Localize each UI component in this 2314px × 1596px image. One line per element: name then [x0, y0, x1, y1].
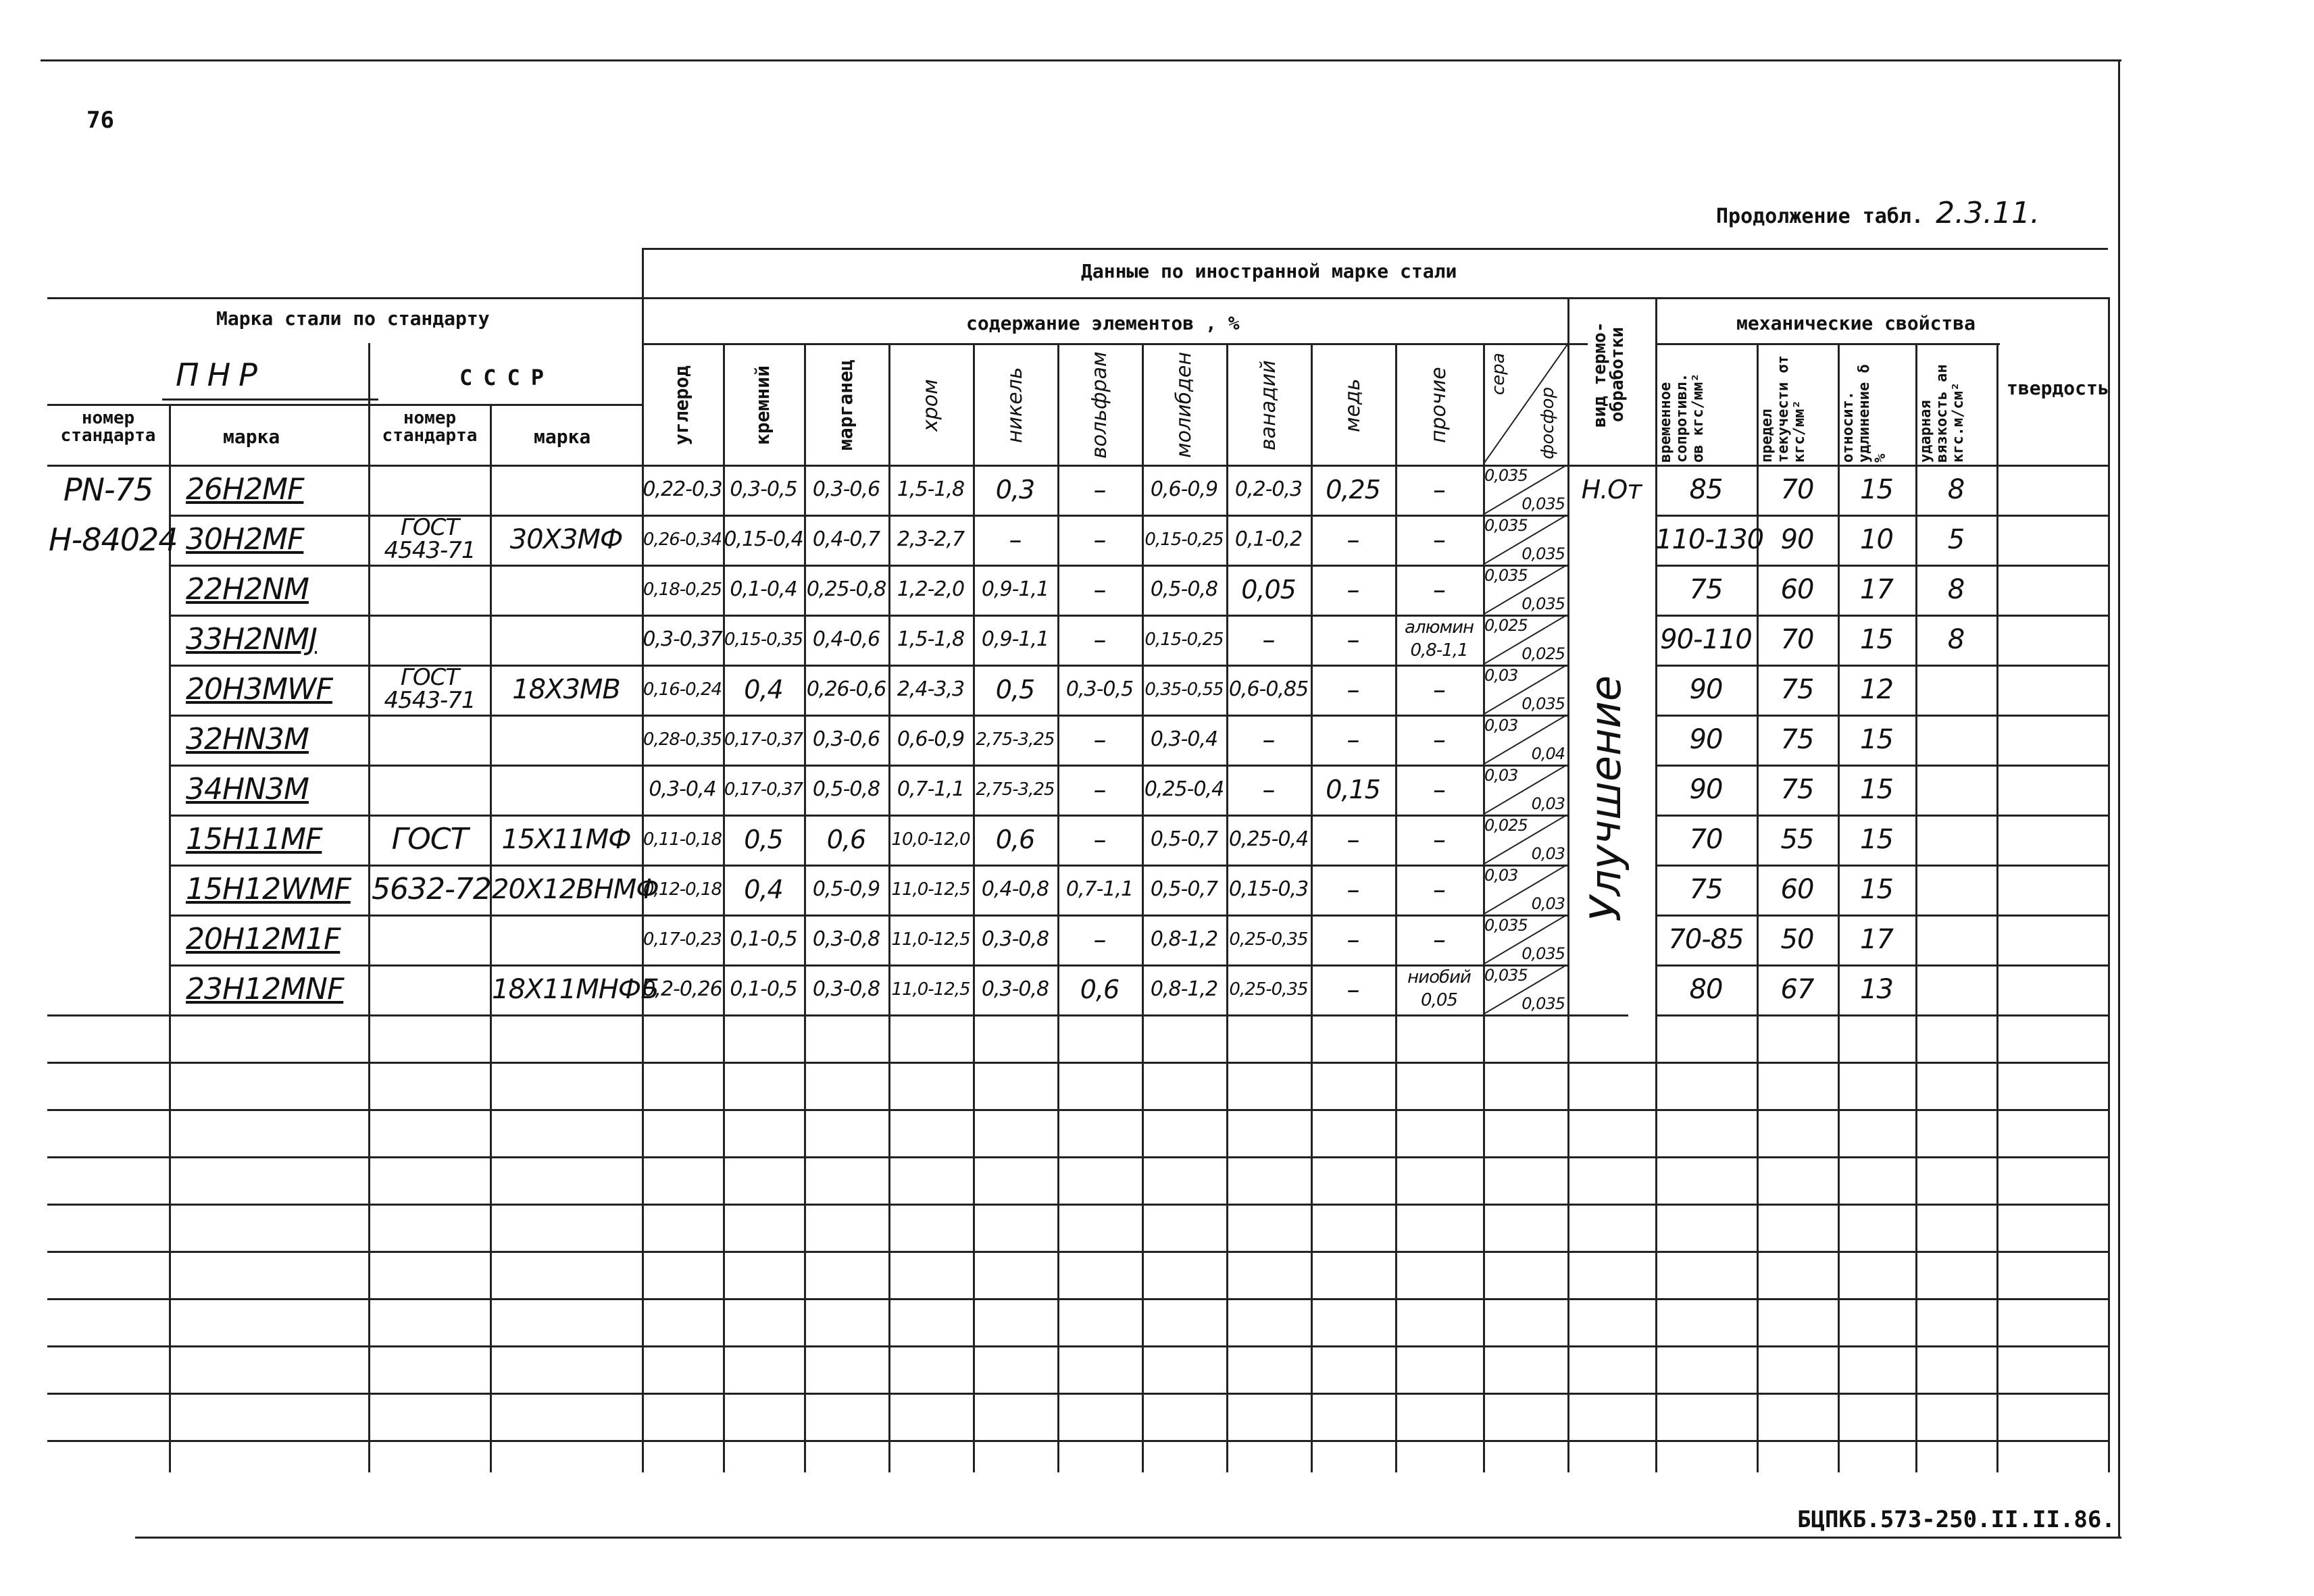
table-row [0, 665, 2314, 715]
phosphorus-value: 0,035 [1521, 944, 1565, 963]
element-c: 0,28-0,35 [643, 729, 722, 750]
grid-line [642, 248, 2108, 250]
element-ni: 0,3-0,8 [981, 927, 1049, 951]
cell-diagonal [1483, 665, 1567, 715]
pnr-steel-mark: 20H12M1F [186, 922, 341, 956]
element-header-7: ванадий [1256, 360, 1280, 451]
element-other: – [1433, 875, 1445, 904]
pnr-steel-mark: 22H2NM [186, 572, 309, 607]
ussr-standard-number-part: 4543-71 [384, 537, 476, 564]
sulfur-value: 0,035 [1484, 916, 1528, 935]
cell-diagonal [1483, 465, 1567, 515]
other-elements-part: 0,8-1,1 [1410, 640, 1468, 661]
elongation: 15 [1860, 474, 1893, 505]
element-si: 0,15-0,35 [724, 629, 803, 650]
element-cr: 0,7-1,1 [897, 777, 965, 801]
grid-line [47, 1109, 2108, 1111]
element-mo: 0,25-0,4 [1144, 777, 1224, 801]
grid-line [47, 1204, 2108, 1206]
table-row [0, 915, 2314, 964]
heat-treatment-value: Н.От [1581, 475, 1642, 505]
element-v: 0,15-0,3 [1228, 877, 1309, 901]
element-c: 0,22-0,3 [643, 478, 722, 501]
element-ni: 0,5 [995, 675, 1035, 704]
grid-line [1655, 1014, 2108, 1016]
page-number: 76 [86, 107, 114, 134]
continuation-label: Продолжение табл. [1716, 205, 1924, 228]
phosphorus-value: 0,035 [1521, 494, 1565, 513]
element-cu: – [1347, 925, 1359, 954]
element-header-8: медь [1340, 378, 1365, 432]
pnr-steel-mark: 15H12WMF [186, 872, 351, 906]
pnr-standard-number: H-84024 [49, 521, 178, 558]
element-v: 0,25-0,4 [1228, 827, 1309, 851]
sulfur-value: 0,025 [1484, 616, 1528, 635]
grid-line [47, 297, 2108, 299]
top-frame-line [41, 59, 2121, 61]
sulfur-value: 0,035 [1484, 566, 1528, 585]
element-header-3: хром [918, 379, 942, 432]
sulfur-value: 0,035 [1484, 516, 1528, 535]
element-cu: – [1347, 825, 1359, 854]
element-c: 0,11-0,18 [643, 829, 722, 850]
element-cu: – [1347, 575, 1359, 604]
sulfur-phosphorus-divider [1483, 344, 1567, 465]
pnr-steel-mark: 20H3MWF [186, 672, 332, 706]
tensile-strength: 90 [1689, 674, 1723, 705]
sulfur-value: 0,035 [1484, 466, 1528, 485]
element-ni: 0,3 [995, 475, 1035, 505]
grid-line [642, 343, 1588, 345]
impact-toughness: 5 [1947, 524, 1965, 555]
element-header-4: никель [1003, 367, 1027, 444]
sulfur-phosphorus-cell [1483, 865, 1567, 915]
mech-header-0: временное сопротивл. σв кгс/мм² [1657, 373, 1707, 463]
sulfur-phosphorus-cell [1483, 565, 1567, 615]
sulfur-phosphorus-cell [1483, 515, 1567, 565]
tensile-strength: 85 [1689, 474, 1723, 505]
grid-line [1655, 343, 2000, 345]
element-w: – [1093, 575, 1106, 604]
element-si: 0,5 [744, 825, 783, 854]
elongation: 10 [1860, 524, 1893, 555]
element-other: – [1433, 475, 1445, 505]
element-si: 0,17-0,37 [724, 729, 803, 750]
table-row [0, 565, 2314, 615]
mark-by-standard-header: Марка стали по стандарту [216, 307, 490, 330]
element-other: – [1433, 525, 1445, 555]
element-si: 0,15-0,4 [724, 527, 803, 551]
element-c: 0,17-0,23 [643, 929, 722, 950]
ussr-standard-number-part: ГОСТ [400, 514, 459, 541]
pnr-steel-mark: 34HN3M [186, 772, 309, 806]
yield-strength: 75 [1780, 674, 1814, 705]
impact-toughness: 8 [1947, 474, 1965, 505]
ussr-header: СССР [459, 365, 555, 390]
element-other: – [1433, 725, 1445, 754]
tensile-strength: 70 [1689, 824, 1723, 855]
element-c: 0,3-0,37 [643, 627, 722, 651]
heat-treatment-improvement: Улучшение [1581, 675, 1630, 922]
yield-strength: 60 [1780, 874, 1814, 905]
continuation-number: 2.3.11. [1936, 196, 2040, 230]
element-ni: 0,9-1,1 [981, 627, 1049, 651]
yield-strength: 67 [1780, 974, 1814, 1005]
ussr-standard-number: ГОСТ [391, 822, 468, 856]
table-row [0, 515, 2314, 565]
phosphorus-value: 0,03 [1531, 794, 1565, 813]
sulfur-phosphorus-cell [1483, 665, 1567, 715]
element-header-2: марганец [834, 359, 857, 451]
element-cr: 2,3-2,7 [897, 527, 965, 551]
element-cr: 0,6-0,9 [897, 727, 965, 751]
yield-strength: 90 [1780, 524, 1814, 555]
grid-line [162, 398, 378, 401]
yield-strength: 50 [1780, 924, 1814, 955]
element-cr: 11,0-12,5 [891, 979, 970, 1000]
tensile-strength: 110-130 [1655, 524, 1764, 555]
phosphorus-value: 0,03 [1531, 894, 1565, 913]
element-ni: 0,9-1,1 [981, 577, 1049, 601]
cell-diagonal [1483, 865, 1567, 915]
yield-strength: 75 [1780, 774, 1814, 805]
ussr-standard-number [372, 666, 488, 712]
cell-diagonal [1483, 515, 1567, 565]
phosphorus-value: 0,035 [1521, 544, 1565, 563]
table-row [0, 465, 2314, 515]
phosphorus-value: 0,03 [1531, 844, 1565, 863]
ussr-standard-number-part: 4543-71 [384, 687, 476, 714]
sulfur-value: 0,03 [1484, 866, 1518, 885]
elongation: 15 [1860, 824, 1893, 855]
hardness-header: твердость [2007, 377, 2109, 399]
table-row [0, 615, 2314, 665]
cell-diagonal [1483, 715, 1567, 765]
sulfur-value: 0,03 [1484, 716, 1518, 735]
element-header-0: углерод [670, 365, 693, 446]
element-header-5: вольфрам [1087, 351, 1111, 459]
element-mo: 0,5-0,8 [1150, 577, 1218, 601]
element-w: – [1093, 725, 1106, 754]
element-mo: 0,6-0,9 [1150, 478, 1218, 501]
other-elements-part: алюмин [1405, 617, 1474, 638]
element-w: – [1093, 625, 1106, 654]
element-ni: 0,6 [995, 825, 1035, 854]
sulfur-header: сера [1488, 353, 1509, 395]
element-mo: 0,8-1,2 [1150, 977, 1218, 1001]
table-row [0, 865, 2314, 915]
grid-line [47, 1156, 2108, 1158]
element-cu: – [1347, 975, 1359, 1004]
element-cu: – [1347, 675, 1359, 704]
phosphorus-value: 0,04 [1531, 744, 1565, 763]
impact-toughness: 8 [1947, 624, 1965, 655]
grid-line [47, 1062, 2108, 1064]
elongation: 15 [1860, 724, 1893, 755]
mechanical-header: механические свойства [1736, 312, 1976, 334]
sulfur-value: 0,035 [1484, 966, 1528, 985]
table-row [0, 815, 2314, 865]
phosphorus-value: 0,035 [1521, 694, 1565, 713]
cell-diagonal [1483, 964, 1567, 1014]
ussr-standard-number-part: ГОСТ [400, 664, 459, 691]
element-mn: 0,3-0,8 [812, 927, 880, 951]
phosphorus-value: 0,025 [1521, 644, 1565, 663]
pnr-steel-mark: 15H11MF [186, 822, 322, 856]
element-mn: 0,26-0,6 [806, 677, 886, 701]
other-elements-part: 0,05 [1421, 990, 1457, 1010]
tensile-strength: 75 [1689, 874, 1723, 905]
elements-content-header: содержание элементов , % [966, 312, 1240, 334]
cell-diagonal [1483, 565, 1567, 615]
element-w: – [1093, 525, 1106, 555]
grid-line [47, 1298, 2108, 1300]
element-cu: – [1347, 625, 1359, 654]
grid-line [47, 404, 642, 406]
element-cu: – [1347, 525, 1359, 555]
element-si: 0,1-0,5 [730, 927, 797, 951]
grid-line [47, 1014, 1628, 1016]
element-si: 0,17-0,37 [724, 779, 803, 800]
tensile-strength: 75 [1689, 574, 1723, 605]
element-mo: 0,5-0,7 [1150, 877, 1218, 901]
mech-header-1: предел текучести σт кгс/мм² [1759, 355, 1808, 463]
element-header-6: молибден [1172, 352, 1196, 459]
element-v: 0,25-0,35 [1229, 929, 1308, 950]
element-c: 0,3-0,4 [649, 777, 716, 801]
phosphorus-value: 0,035 [1521, 594, 1565, 613]
element-mo: 0,3-0,4 [1150, 727, 1218, 751]
element-mo: 0,35-0,55 [1145, 679, 1224, 700]
element-ni: 0,4-0,8 [981, 877, 1049, 901]
element-si: 0,3-0,5 [730, 478, 797, 501]
element-cu: 0,15 [1326, 775, 1380, 804]
table-row [0, 765, 2314, 815]
element-w: 0,7-1,1 [1065, 877, 1134, 901]
element-mn: 0,5-0,8 [812, 777, 880, 801]
ussr-mark-header: марка [534, 426, 591, 448]
sulfur-value: 0,025 [1484, 816, 1528, 835]
yield-strength: 70 [1780, 624, 1814, 655]
elongation: 13 [1860, 974, 1893, 1005]
element-v: – [1262, 775, 1275, 804]
element-other: – [1433, 925, 1445, 954]
sulfur-value: 0,03 [1484, 666, 1518, 685]
yield-strength: 75 [1780, 724, 1814, 755]
cell-diagonal [1483, 765, 1567, 815]
sulfur-phosphorus-cell [1483, 915, 1567, 964]
cell-diagonal [1483, 615, 1567, 665]
element-v: 0,1-0,2 [1234, 527, 1303, 551]
element-v: 0,6-0,85 [1228, 677, 1309, 701]
element-mo: 0,5-0,7 [1150, 827, 1218, 851]
table-continuation [1716, 196, 2040, 230]
elongation: 15 [1860, 624, 1893, 655]
pnr-steel-mark: 26H2MF [186, 472, 304, 507]
element-cr: 11,0-12,5 [891, 929, 970, 950]
tensile-strength: 90 [1689, 724, 1723, 755]
phosphorus-header: фосфор [1538, 386, 1558, 459]
ussr-steel-mark: 30Х3МФ [509, 524, 623, 555]
element-si: 0,1-0,4 [730, 577, 797, 601]
mech-header-3: ударная вязкость ан кгс.м/см² [1917, 364, 1967, 463]
pnr-steel-mark: 33H2NMJ [186, 622, 317, 657]
tensile-strength: 90 [1689, 774, 1723, 805]
bottom-frame-line [135, 1537, 2121, 1539]
pnr-standard-number: PN-75 [63, 471, 153, 508]
element-other: – [1433, 575, 1445, 604]
element-cu: – [1347, 725, 1359, 754]
element-v: 0,05 [1241, 575, 1296, 604]
element-c: 0,18-0,25 [643, 580, 722, 600]
element-mn: 0,3-0,8 [812, 977, 880, 1001]
element-mn: 0,4-0,7 [812, 527, 880, 551]
pnr-header: ПНР [176, 357, 266, 393]
element-si: 0,4 [744, 875, 783, 904]
element-w: – [1093, 825, 1106, 854]
elongation: 17 [1860, 574, 1893, 605]
grid-line [47, 1251, 2108, 1253]
grid-line [47, 1345, 2108, 1347]
grid-line [47, 1393, 2108, 1395]
elongation: 17 [1860, 924, 1893, 955]
elongation: 12 [1860, 674, 1893, 705]
element-cr: 1,2-2,0 [897, 577, 965, 601]
elongation: 15 [1860, 874, 1893, 905]
element-other: – [1433, 825, 1445, 854]
pnr-steel-mark: 32HN3M [186, 722, 309, 756]
sulfur-phosphorus-cell [1483, 964, 1567, 1014]
element-ni: 2,75-3,25 [976, 729, 1055, 750]
mech-header-2: относит. удлинение δ % [1840, 364, 1889, 463]
yield-strength: 55 [1780, 824, 1814, 855]
element-mn: 0,4-0,6 [812, 627, 880, 651]
element-mn: 0,5-0,9 [812, 877, 880, 901]
element-other: – [1433, 775, 1445, 804]
element-w: 0,6 [1080, 975, 1120, 1004]
element-mn: 0,3-0,6 [812, 727, 880, 751]
ussr-steel-mark: 18Х11МНФБ [492, 974, 659, 1005]
element-cu: – [1347, 875, 1359, 904]
element-mn: 0,3-0,6 [812, 478, 880, 501]
element-header-1: кремний [751, 365, 774, 446]
element-v: 0,2-0,3 [1234, 478, 1303, 501]
element-other: – [1433, 675, 1445, 704]
element-c: 0,12-0,18 [643, 879, 722, 900]
element-w: – [1093, 775, 1106, 804]
other-elements-part: ниобий [1407, 967, 1471, 987]
yield-strength: 60 [1780, 574, 1814, 605]
tensile-strength: 70-85 [1668, 924, 1744, 955]
sulfur-phosphorus-cell [1483, 765, 1567, 815]
element-c: 0,16-0,24 [643, 679, 722, 700]
ussr-standard-number [372, 516, 488, 562]
ussr-std-number-header: номер стандарта [382, 408, 478, 446]
ussr-steel-mark: 18Х3МВ [512, 674, 620, 705]
element-cr: 2,4-3,3 [897, 677, 965, 701]
element-mn: 0,25-0,8 [806, 577, 886, 601]
elongation: 15 [1860, 774, 1893, 805]
element-v: 0,25-0,35 [1229, 979, 1308, 1000]
ussr-standard-number: 5632-72 [372, 872, 491, 906]
cell-diagonal [1483, 815, 1567, 865]
element-cr: 1,5-1,8 [897, 478, 965, 501]
element-c: 0,2-0,26 [643, 977, 722, 1001]
impact-toughness: 8 [1947, 574, 1965, 605]
element-v: – [1262, 725, 1275, 754]
document-stamp: БЦПКБ.573-250.II.II.86. [1797, 1506, 2115, 1533]
heat-treatment-header: вид термо-обработки [1590, 321, 1628, 428]
ussr-steel-mark: 15Х11МФ [501, 824, 631, 855]
pnr-steel-mark: 23H12MNF [186, 972, 344, 1006]
element-mo: 0,8-1,2 [1150, 927, 1218, 951]
element-si: 0,4 [744, 675, 783, 704]
element-mn: 0,6 [826, 825, 866, 854]
sulfur-phosphorus-cell [1483, 615, 1567, 665]
element-ni: 2,75-3,25 [976, 779, 1055, 800]
element-cr: 11,0-12,5 [891, 879, 970, 900]
sulfur-phosphorus-cell [1483, 465, 1567, 515]
tensile-strength: 90-110 [1660, 624, 1752, 655]
element-cu: 0,25 [1326, 475, 1380, 505]
yield-strength: 70 [1780, 474, 1814, 505]
element-si: 0,1-0,5 [730, 977, 797, 1001]
element-c: 0,26-0,34 [643, 530, 722, 550]
cell-diagonal [1483, 915, 1567, 964]
element-ni: – [1009, 525, 1022, 555]
element-w: – [1093, 475, 1106, 505]
pnr-std-number-header: номер стандарта [60, 408, 156, 446]
pnr-mark-header: марка [223, 426, 280, 448]
other-elements [1395, 616, 1483, 662]
pnr-steel-mark: 30H2MF [186, 522, 304, 557]
foreign-data-header: Данные по иностранной марке стали [1081, 260, 1457, 282]
element-header-9: прочие [1427, 367, 1451, 444]
element-cr: 10,0-12,0 [891, 829, 970, 850]
phosphorus-value: 0,035 [1521, 994, 1565, 1013]
sulfur-value: 0,03 [1484, 766, 1518, 785]
table-row [0, 715, 2314, 765]
sulfur-phosphorus-cell [1483, 715, 1567, 765]
element-v: – [1262, 625, 1275, 654]
table-row [0, 964, 2314, 1014]
element-w: 0,3-0,5 [1065, 677, 1134, 701]
element-ni: 0,3-0,8 [981, 977, 1049, 1001]
tensile-strength: 80 [1689, 974, 1723, 1005]
element-cr: 1,5-1,8 [897, 627, 965, 651]
element-w: – [1093, 925, 1106, 954]
sulfur-phosphorus-cell [1483, 815, 1567, 865]
ussr-steel-mark: 20Х12ВНМФ [492, 874, 659, 905]
other-elements [1395, 966, 1483, 1012]
grid-line [47, 1440, 2108, 1442]
element-mo: 0,15-0,25 [1145, 530, 1224, 550]
element-mo: 0,15-0,25 [1145, 629, 1224, 650]
